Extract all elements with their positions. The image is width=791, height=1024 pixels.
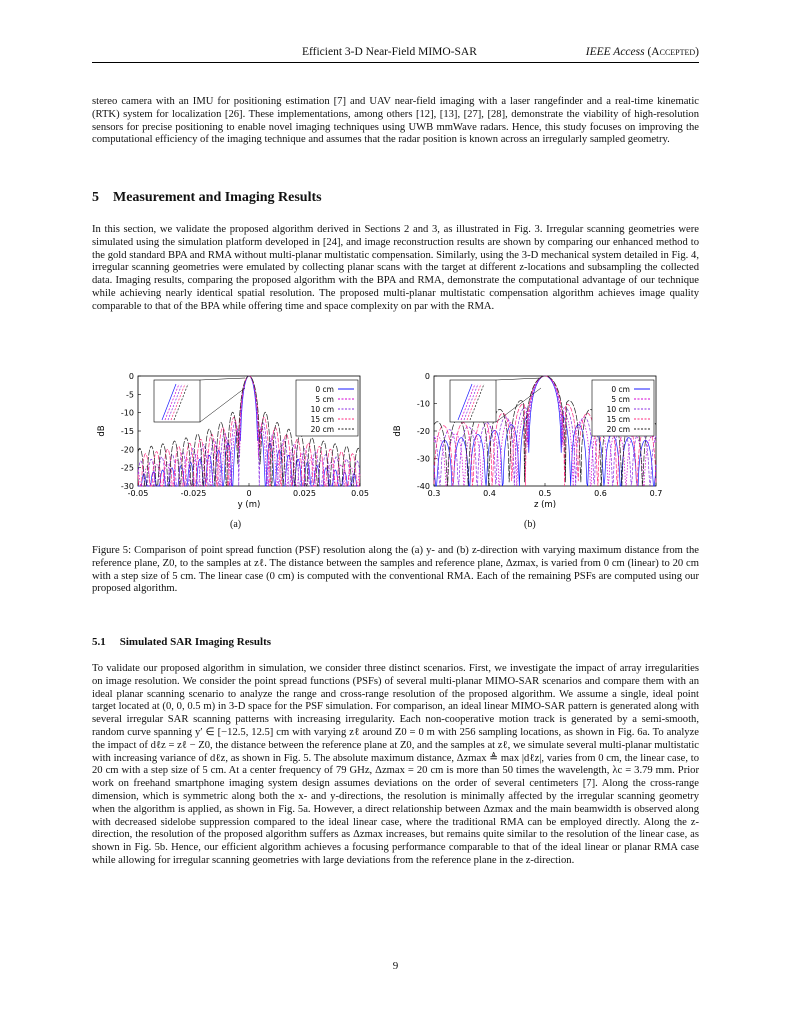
y-tick-label: -5 [126,390,134,400]
legend-label: 10 cm [606,405,630,414]
header-journal-name: IEEE Access [585,46,645,58]
section-number: 5 [92,190,99,205]
subsection-heading [92,636,271,648]
y-tick-label: -30 [416,454,430,464]
panel-label-a: (a) [230,519,242,530]
x-axis-label: y (m) [237,500,261,510]
y-axis-label: dB [97,425,107,437]
legend-label: 15 cm [606,415,630,424]
subsection-paragraph: To validate our proposed algorithm in simulation, we consider three distinct scenarios. First, we investigate the impact of array irregularities on image resolution. We consider the point spread functions (PSFs) of several multi-planar MIMO-SAR scenarios and compare them with an ideal planar scanning scenario to analyze the range and cross-range resolution of the proposed algorithm. We assume a single, ideal point target located at (0, 0, 0.5 m) in 3-D space for the PSF simulation. For comparison, an ideal linear MIMO-SAR pattern is generated along with several irregular SAR scanning patterns with increasing irregularity. Each non-cooperative motion track is generated by a semi-smooth, random curve spanning y′ ∈ [−12.5, 12.5] cm with varying zℓ around Z0 = 0 m with 256 sampling locations, as shown in Fig. 6a. To analyze the impact of dℓz = zℓ − Z0, the distance between the reference plane at Z0, and the samples at zℓ, we simulate several multi-planar multistatic with increasing variance of dℓz, as shown in Fig. 5. The absolute maximum distance, Δzmax ≜ max |dℓz|, varies from 0 cm, the linear case, to 20 cm with a step size of 5 cm. At a center frequency of 79 GHz, Δzmax = 20 cm is more than 50 times the wavelength, λc = 3.79 mm. Prior work on freehand smartphone imaging system design assumes deviations on the order of several centimeters [7]. Along the cross-range dimension, which is symmetric along both the x- and y-directions, the resolution is minimally affected by the irregular scanning geometry when the algorithm is applied, as shown in Fig. 5a. However, a direct relationship between Δzmax and the main beamwidth is observed along with decreased sidelobe suppression compared to the ideal linear case, where the traditional RMA can be employed directly. Along the z-direction, the resolution of the proposed algorithm suffers as Δzmax increases, but remains quite similar to the resolution of the linear case, as shown in Fig. 5b. Hence, our efficient algorithm achieves a focusing performance comparable to that of the ideal linear or planar RMA case while allowing for irregular scanning geometries with large deviations from the reference plane in the z-direction. [92,663,699,866]
zoom-inset [450,380,496,422]
legend-label: 20 cm [310,425,334,434]
legend-label: 0 cm [611,385,630,394]
x-tick-label: 0.4 [483,489,496,498]
psf-y-chart [92,368,392,518]
figure-5b [388,368,688,518]
subsection-title: Simulated SAR Imaging Results [119,636,272,648]
header-journal [586,46,699,58]
y-tick-label: 0 [128,372,134,381]
y-tick-label: 0 [424,372,430,381]
y-axis-label: dB [393,425,403,437]
y-tick-label: -10 [416,399,430,409]
legend-label: 0 cm [315,385,334,394]
inset-connector [200,378,245,380]
page-header [92,44,699,62]
intro-paragraph: stereo camera with an IMU for positioning estimation [7] and UAV near-field imaging with a laser rangefinder and a real-time kinematic (RTK) system for localization [26]. These implementations, among others [12], [13], [27], [28], demonstrate the viability of high-resolution sensors for precise positioning to enable novel imaging techniques using UWB mmWave radars. Hence, this study focuses on improving the computational efficiency of the imaging technique and assumes that the radar position is known across an irregularly sampled geometry. [92,96,699,146]
zoom-inset [154,380,200,422]
x-tick-label: 0.5 [538,489,552,498]
section-heading [92,190,322,206]
y-tick-label: -25 [120,463,134,473]
figure-5a [92,368,392,518]
x-tick-label: -0.05 [127,489,149,498]
x-axis-label: z (m) [533,500,557,510]
inset-connector [496,378,541,380]
inset-connector [496,388,541,422]
x-tick-label: 0.05 [351,489,369,498]
x-tick-label: 0 [246,489,252,498]
x-tick-label: 0.3 [427,489,441,498]
y-tick-label: -30 [120,482,134,491]
legend-label: 5 cm [611,395,630,404]
y-tick-label: -20 [120,445,134,455]
y-tick-label: -15 [120,427,134,436]
subsection-number: 5.1 [92,636,106,648]
x-tick-label: 0.6 [594,489,607,498]
legend-label: 10 cm [310,405,334,414]
section-title: Measurement and Imaging Results [113,190,322,205]
page-number: 9 [392,960,399,972]
x-tick-label: 0.7 [649,489,663,498]
legend-label: 5 cm [315,395,334,404]
legend-label: 20 cm [606,425,630,434]
x-tick-label: 0.025 [293,489,316,498]
panel-label-b: (b) [524,519,536,530]
y-tick-label: -20 [416,427,430,436]
header-title: Efficient 3-D Near-Field MIMO-SAR [302,46,477,58]
psf-z-chart [388,368,688,518]
legend-label: 15 cm [310,415,334,424]
figure-caption: Figure 5: Comparison of point spread function (PSF) resolution along the (a) y- and (b) z-direction with varying maximum distance from the reference plane, Z0, to the samples at zℓ. The distance between the samples and reference plane, Δzmax, is varied from 0 cm (linear) to 20 cm with a step size of 5 cm. The linear case (0 cm) is computed with the conventional RMA. Each of the remaining PSFs are computed using our proposed algorithm. [92,545,699,595]
section-paragraph: In this section, we validate the proposed algorithm derived in Sections 2 and 3, as illustrated in Fig. 3. Irregular scanning geometries were simulated using the simulation platform developed in [24], and image reconstruction results are shown by comparing our enhanced method to the gold standard BPA and RMA without multi-planar multistatic compensation. Similarly, using the 3-D mechanical system detailed in Fig. 4, irregular scanning geometries were emulated by collecting planar scans with the target at different z-locations and subsampling the collected data. Imaging results, comparing the proposed algorithm with the BPA and RMA, demonstrate the computational advantage of our technique while achieving nearly identical spatial resolution. The proposed multi-planar multistatic compensation algorithm achieves image quality comparable to that of the BPA while offering time and space complexity on par with the RMA. [92,224,699,312]
x-tick-label: -0.025 [180,489,207,498]
y-tick-label: -10 [120,408,134,418]
header-rule [92,62,699,63]
inset-connector [200,388,245,422]
y-tick-label: -40 [416,482,430,491]
header-status: (Accepted) [647,46,699,58]
